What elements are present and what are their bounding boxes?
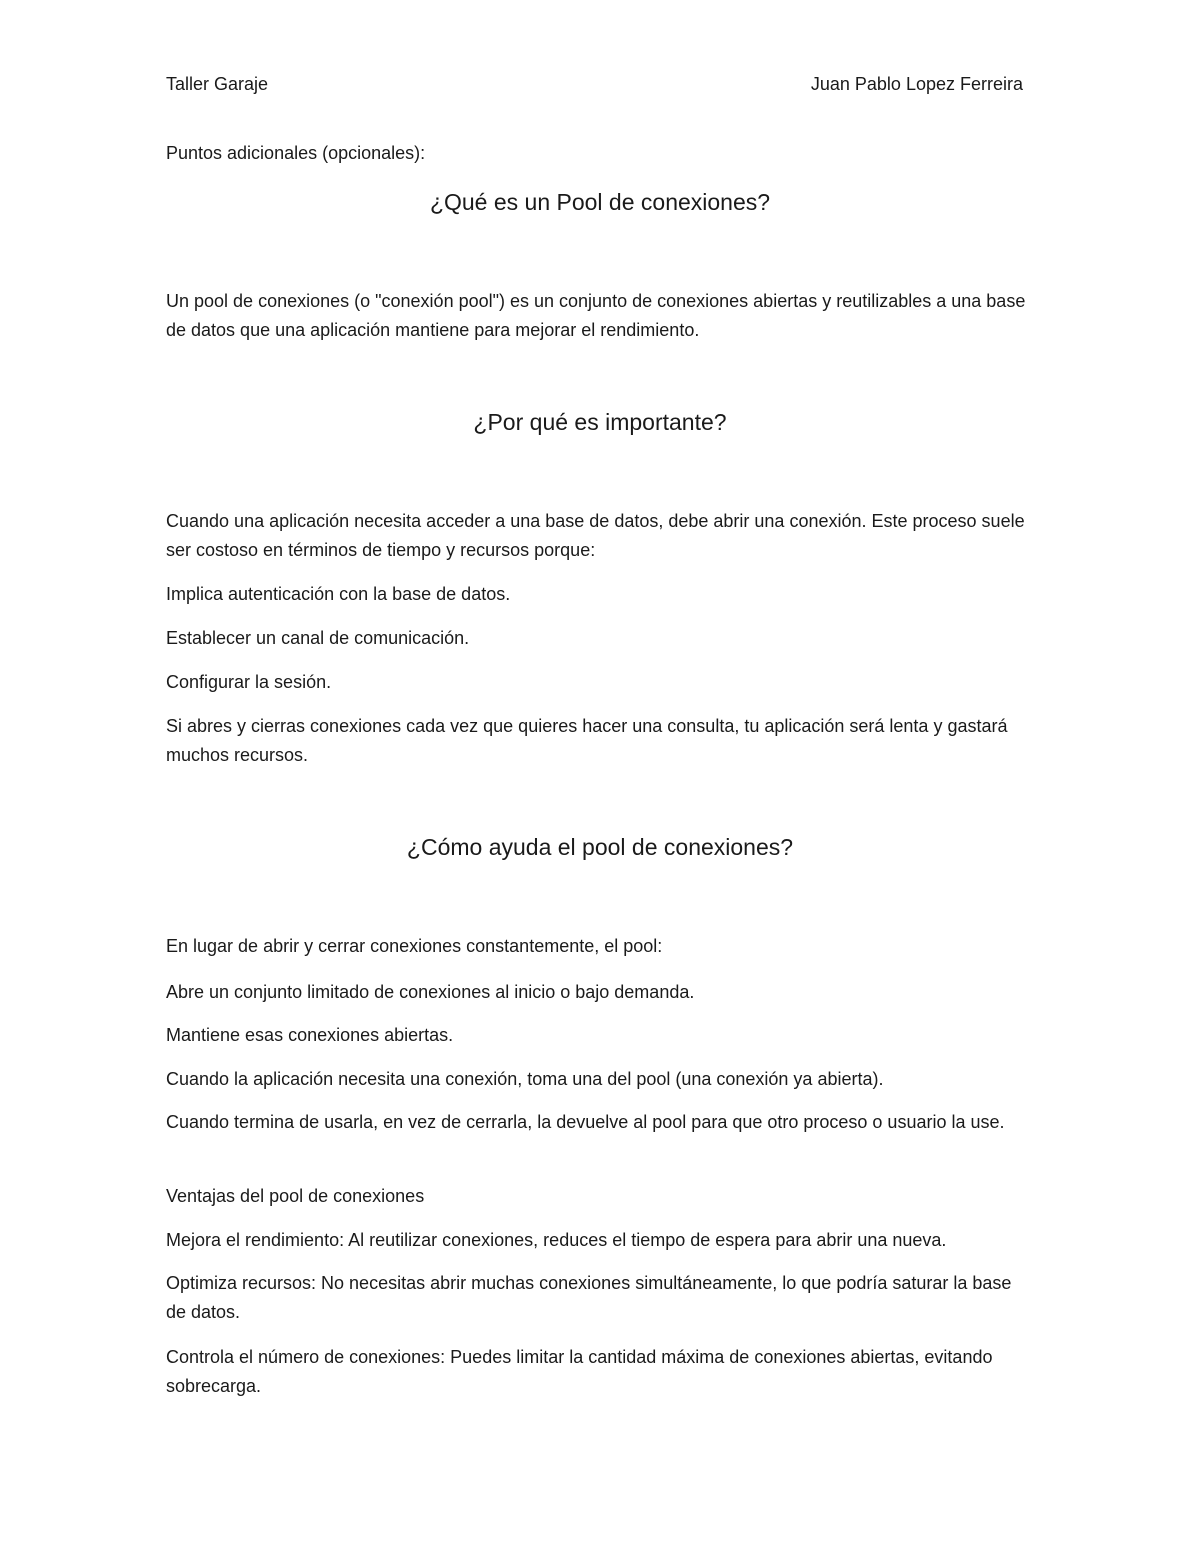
- paragraph: Controla el número de conexiones: Puedes limitar la cantidad máxima de conexiones abiertas, evitando sobrecarga.: [166, 1347, 993, 1396]
- section-heading-what-is-pool: ¿Qué es un Pool de conexiones?: [429, 189, 771, 215]
- paragraph: Configurar la sesión.: [166, 672, 332, 692]
- section-heading-why-important: ¿Por qué es importante?: [473, 409, 727, 435]
- paragraph: Cuando la aplicación necesita una conexión, toma una del pool (una conexión ya abierta).: [166, 1069, 884, 1089]
- paragraph: Mejora el rendimiento: Al reutilizar conexiones, reduces el tiempo de espera para abrir una nueva.: [166, 1230, 947, 1250]
- intro-label: Puntos adicionales (opcionales):: [166, 143, 426, 163]
- paragraph: Mantiene esas conexiones abiertas.: [166, 1025, 454, 1045]
- paragraph: Si abres y cierras conexiones cada vez que quieres hacer una consulta, tu aplicación será lenta y gastará muchos recursos.: [166, 716, 1008, 765]
- paragraph: Abre un conjunto limitado de conexiones al inicio o bajo demanda.: [166, 982, 695, 1002]
- paragraph: Optimiza recursos: No necesitas abrir muchas conexiones simultáneamente, lo que podría saturar la base de datos.: [166, 1273, 1012, 1322]
- paragraph: Cuando una aplicación necesita acceder a una base de datos, debe abrir una conexión. Este proceso suele ser costoso en términos de tiempo y recursos porque:: [166, 511, 1025, 560]
- paragraph: Cuando termina de usarla, en vez de cerrarla, la devuelve al pool para que otro proceso o usuario la use.: [166, 1112, 1005, 1132]
- paragraph: En lugar de abrir y cerrar conexiones constantemente, el pool:: [166, 936, 663, 956]
- paragraph: Ventajas del pool de conexiones: [166, 1186, 425, 1206]
- section-heading-how-pool-helps: ¿Cómo ayuda el pool de conexiones?: [406, 834, 794, 860]
- header-author-name: Juan Pablo Lopez Ferreira: [810, 74, 1023, 94]
- paragraph: Un pool de conexiones (o "conexión pool") es un conjunto de conexiones abiertas y reutilizables a una base de datos que una aplicación mantiene para mejorar el rendimiento.: [166, 291, 1026, 340]
- header-course-title: Taller Garaje: [166, 74, 269, 94]
- paragraph: Establecer un canal de comunicación.: [166, 628, 470, 648]
- paragraph: Implica autenticación con la base de datos.: [166, 584, 511, 604]
